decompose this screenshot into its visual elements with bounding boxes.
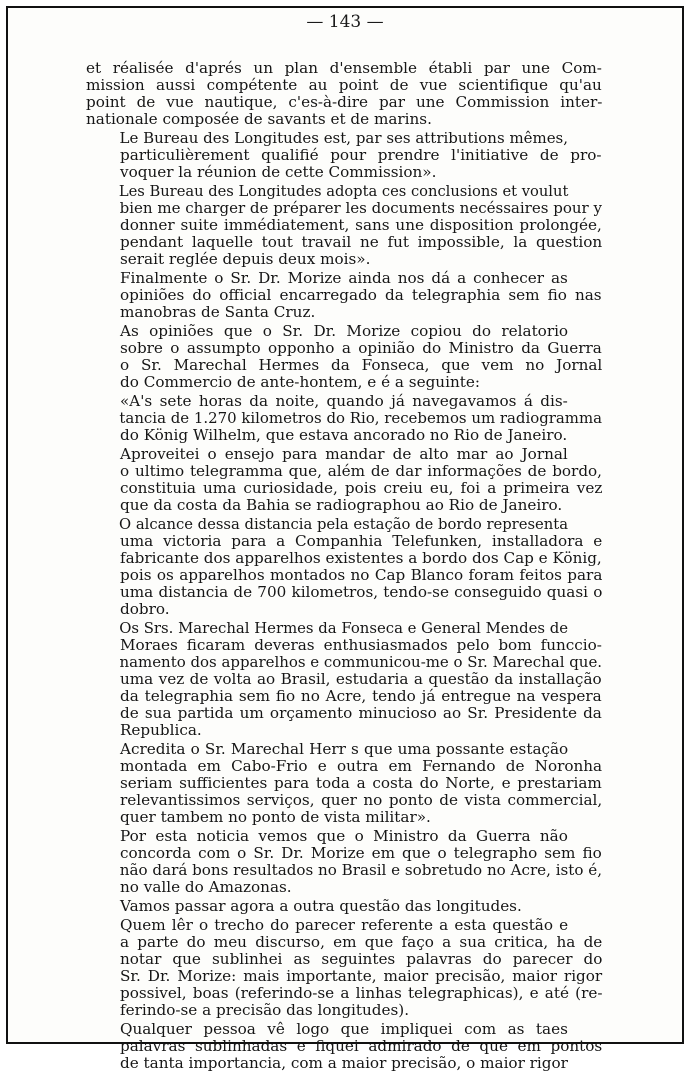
text-line: Sr. Dr. Morize: mais importante, maior precisão, maior rigor: [120, 967, 603, 985]
text-line: de tanta importancia, com a maior precisão, o maior rigor: [120, 1054, 568, 1072]
text-line: mission aussi compétente au point de vue scientifique qu'au: [86, 76, 602, 94]
body-text: [86, 60, 602, 1074]
text-line: Aproveitei o ensejo para mandar de alto mar ao Jornal: [120, 445, 568, 463]
paragraph: [86, 393, 602, 444]
text-line: nationale composée de savants et de marins.: [86, 110, 432, 128]
text-line: a parte do meu discurso, em que faço a sua critica, ha de: [120, 933, 603, 951]
text-line: de sua partida um orçamento minucioso ao Sr. Presidente da: [120, 704, 602, 722]
paragraph: [86, 1021, 602, 1072]
paragraph: [86, 323, 602, 391]
text-line: tancia de 1.270 kilometros do Rio, recebemos um radiogramma: [119, 409, 603, 427]
text-line: Republica.: [120, 721, 202, 739]
text-line: concorda com o Sr. Dr. Morize em que o telegrapho sem fio: [120, 844, 602, 862]
text-line: voquer la réunion de cette Commission».: [120, 163, 437, 181]
text-line: opiniões do official encarregado da telegraphia sem fio nas: [120, 286, 602, 304]
text-line: Les Bureau des Longitudes adopta ces conclusions et voulut: [118, 182, 569, 200]
text-line: bien me charger de préparer les documents necéssaires pour y: [119, 199, 602, 217]
text-line: point de vue nautique, c'es-à-dire par une Commission inter-: [86, 93, 603, 111]
text-line: quer tambem no ponto de vista militar».: [120, 808, 431, 826]
text-line: Le Bureau des Longitudes est, par ses attributions mêmes,: [119, 129, 569, 147]
text-line: constituia uma curiosidade, pois creiu eu, foi a primeira vez: [120, 479, 603, 497]
paragraph: [86, 516, 602, 618]
text-line: que da costa da Bahia se radiographou ao Rio de Janeiro.: [120, 496, 563, 514]
text-line: palavras sublinhadas e fiquei admirado de que em pontos: [120, 1037, 603, 1055]
text-line: Por esta noticia vemos que o Ministro da Guerra não: [120, 827, 568, 845]
text-line: pois os apparelhos montados no Cap Blanco foram feitos para: [120, 566, 603, 584]
text-line: namento dos apparelhos e communicou-me o Sr. Marechal que.: [119, 653, 603, 671]
text-line: no valle do Amazonas.: [120, 878, 292, 896]
text-line: O alcance dessa distancia pela estação de bordo representa: [119, 515, 569, 533]
paragraph: [86, 130, 602, 181]
text-line: o Sr. Marechal Hermes da Fonseca, que vem no Jornal: [120, 356, 603, 374]
page-number: — 143 —: [306, 12, 384, 32]
text-line: et réalisée d'aprés un plan d'ensemble établi par une Com-: [86, 59, 602, 77]
text-line: As opiniões que o Sr. Dr. Morize copiou do relatorio: [120, 322, 569, 340]
paragraph: [86, 60, 602, 128]
text-line: manobras de Santa Cruz.: [120, 303, 316, 321]
text-line: Acredita o Sr. Marechal Herr s que uma possante estação: [120, 740, 569, 758]
text-line: sobre o assumpto opponho a opinião do Ministro da Guerra: [120, 339, 602, 357]
text-line: Quem lêr o trecho do parecer referente a esta questão e: [120, 916, 569, 934]
text-line: o ultimo telegramma que, além de dar informações de bordo,: [120, 462, 603, 480]
text-line: Os Srs. Marechal Hermes da Fonseca e General Mendes de: [119, 619, 569, 637]
text-line: ferindo-se a precisão das longitudes).: [120, 1001, 410, 1019]
paragraph: [86, 917, 602, 1019]
text-line: não dará bons resultados no Brasil e sobretudo no Acre, isto é,: [119, 861, 602, 879]
text-line: Finalmente o Sr. Dr. Morize ainda nos dá a conhecer as: [120, 269, 568, 287]
text-line: Vamos passar agora a outra questão das longitudes.: [120, 897, 522, 915]
paragraph: [86, 620, 602, 739]
text-line: do König Wilhelm, que estava ancorado no Rio de Janeiro.: [120, 426, 568, 444]
text-line: notar que sublinhei as seguintes palavras do parecer do: [120, 950, 603, 968]
paragraph: [86, 446, 602, 514]
text-line: possivel, boas (referindo-se a linhas telegraphicas), e até (re-: [120, 984, 603, 1002]
paragraph: [86, 898, 602, 915]
paragraph: [86, 183, 602, 268]
paragraph: [86, 828, 602, 896]
text-line: Qualquer pessoa vê logo que impliquei com as taes: [120, 1020, 568, 1038]
text-line: donner suite immédiatement, sans une disposition prolongée,: [120, 216, 602, 234]
text-line: Moraes ficaram deveras enthusiasmados pelo bom funccio-: [120, 636, 602, 654]
text-line: pendant laquelle tout travail ne fut impossible, la question: [120, 233, 603, 251]
text-line: montada em Cabo-Frio e outra em Fernando de Noronha: [120, 757, 603, 775]
text-line: uma vez de volta ao Brasil, estudaria a questão da installação: [120, 670, 602, 688]
text-line: fabricante dos apparelhos existentes a bordo dos Cap e König,: [120, 549, 602, 567]
text-line: seriam sufficientes para toda a costa do Norte, e prestariam: [120, 774, 602, 792]
text-line: relevantissimos serviços, quer no ponto de vista commercial,: [120, 791, 603, 809]
text-line: serait reglée depuis deux mois».: [120, 250, 371, 268]
paragraph: [86, 270, 602, 321]
paragraph: [86, 741, 602, 826]
text-line: do Commercio de ante-hontem, e é a seguinte:: [120, 373, 480, 391]
text-line: da telegraphia sem fio no Acre, tendo já entregue na vespera: [120, 687, 602, 705]
text-line: dobro.: [120, 600, 170, 618]
text-line: particulièrement qualifié pour prendre l'initiative de pro-: [120, 146, 602, 164]
text-line: uma victoria para a Companhia Telefunken, installadora e: [120, 532, 603, 550]
text-line: uma distancia de 700 kilometros, tendo-se conseguido quasi o: [120, 583, 603, 601]
text-line: «A's sete horas da noite, quando já navegavamos á dis-: [120, 392, 568, 410]
